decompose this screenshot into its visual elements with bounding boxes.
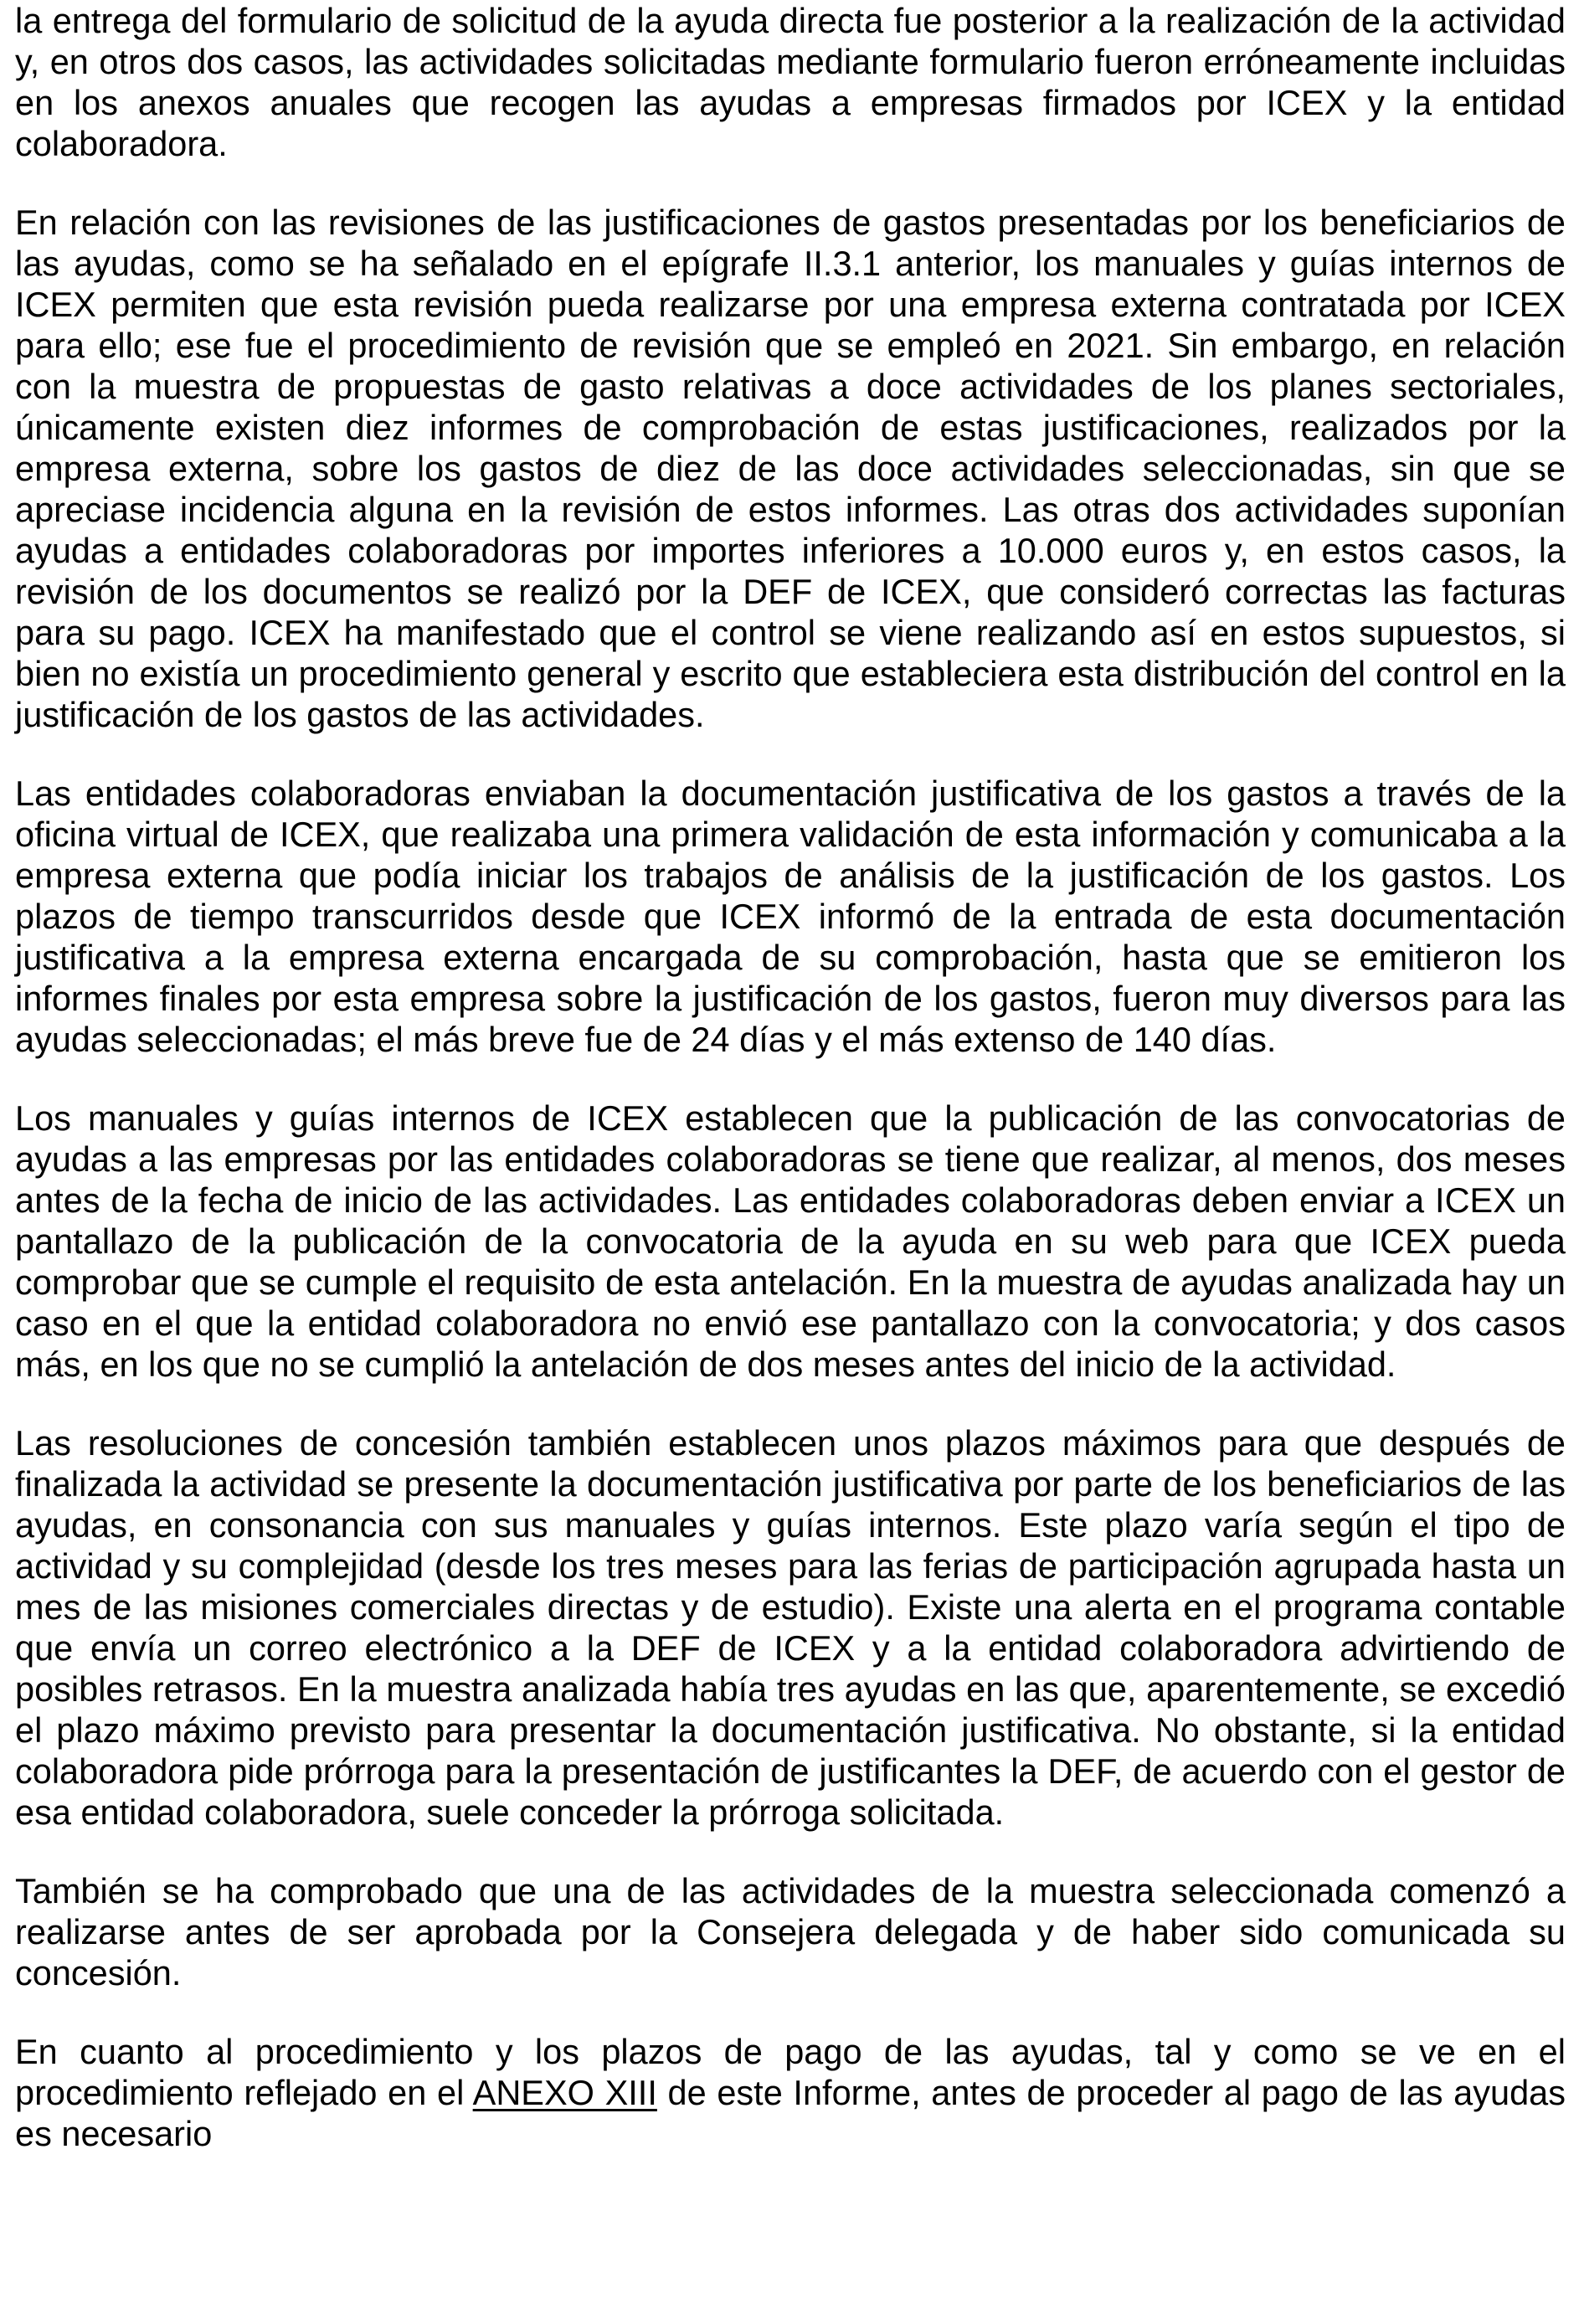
paragraph-4: Los manuales y guías internos de ICEX establecen que la publicación de las convocatorias de ayudas a las empresas por las entidades colaboradoras se tiene que realizar, al menos, dos meses antes de la fecha de inicio de las actividades. Las entidades colaboradoras deben enviar a ICEX un pantallazo de la publicación de la convocatoria de la ayuda en su web para que ICEX pueda comprobar que se cumple el requisito de esta antelación. En la muestra de ayudas analizada hay un caso en el que la entidad colaboradora no envió ese pantallazo con la convocatoria; y dos casos más, en los que no se cumplió la antelación de dos meses antes del inicio de la actividad.	[15, 1098, 1566, 1384]
paragraph-1: la entrega del formulario de solicitud de la ayuda directa fue posterior a la realización de la actividad y, en otros dos casos, las actividades solicitadas mediante formulario fueron erróneamente incluidas en los anexos anuales que recogen las ayudas a empresas firmados por ICEX y la entidad colaboradora.	[15, 1, 1566, 163]
paragraph-5: Las resoluciones de concesión también establecen unos plazos máximos para que después de finalizada la actividad se presente la documentación justificativa por parte de los beneficiarios de las ayudas, en consonancia con sus manuales y guías internos. Este plazo varía según el tipo de actividad y su complejidad (desde los tres meses para las ferias de participación agrupada hasta un mes de las misiones comerciales directas y de estudio). Existe una alerta en el programa contable que envía un correo electrónico a la DEF de ICEX y a la entidad colaboradora advirtiendo de posibles retrasos. En la muestra analizada había tres ayudas en las que, aparentemente, se excedió el plazo máximo previsto para presentar la documentación justificativa. No obstante, si la entidad colaboradora pide prórroga para la presentación de justificantes la DEF, de acuerdo con el gestor de esa entidad colaboradora, suele conceder la prórroga solicitada.	[15, 1423, 1566, 1832]
anexo-xiii-reference-link[interactable]: ANEXO XIII	[472, 2073, 657, 2112]
paragraph-3: Las entidades colaboradoras enviaban la documentación justificativa de los gastos a través de la oficina virtual de ICEX, que realizaba una primera validación de esta información y comunicaba a la empresa externa que podía iniciar los trabajos de análisis de la justificación de los gastos. Los plazos de tiempo transcurridos desde que ICEX informó de la entrada de esta documentación justificativa a la empresa externa encargada de su comprobación, hasta que se emitieron los informes finales por esta empresa sobre la justificación de los gastos, fueron muy diversos para las ayudas seleccionadas; el más breve fue de 24 días y el más extenso de 140 días.	[15, 774, 1566, 1059]
paragraph-2: En relación con las revisiones de las justificaciones de gastos presentadas por los beneficiarios de las ayudas, como se ha señalado en el epígrafe II.3.1 anterior, los manuales y guías internos de ICEX permiten que esta revisión pueda realizarse por una empresa externa contratada por ICEX para ello; ese fue el procedimiento de revisión que se empleó en 2021. Sin embargo, en relación con la muestra de propuestas de gasto relativas a doce actividades de los planes sectoriales, únicamente existen diez informes de comprobación de estas justificaciones, realizados por la empresa externa, sobre los gastos de diez de las doce actividades seleccionadas, sin que se apreciase incidencia alguna en la revisión de estos informes. Las otras dos actividades suponían ayudas a entidades colaboradoras por importes inferiores a 10.000 euros y, en estos casos, la revisión de los documentos se realizó por la DEF de ICEX, que consideró correctas las facturas para su pago. ICEX ha manifestado que el control se viene realizando así en estos supuestos, si bien no existía un procedimiento general y escrito que estableciera esta distribución del control en la justificación de los gastos de las actividades.	[15, 203, 1566, 734]
paragraph-7-text-before: En cuanto al procedimiento y los plazos de pago de las ayudas, tal y como se ve en el procedimiento reflejado en el	[15, 2032, 1566, 2112]
paragraph-7	[15, 2031, 1566, 2154]
paragraph-6: También se ha comprobado que una de las actividades de la muestra seleccionada comenzó a realizarse antes de ser aprobada por la Consejera delegada y de haber sido comunicada su concesión.	[15, 1871, 1566, 1992]
paragraph-7-text-after: de este Informe, antes de proceder al pago de las ayudas es necesario	[15, 2073, 1566, 2153]
